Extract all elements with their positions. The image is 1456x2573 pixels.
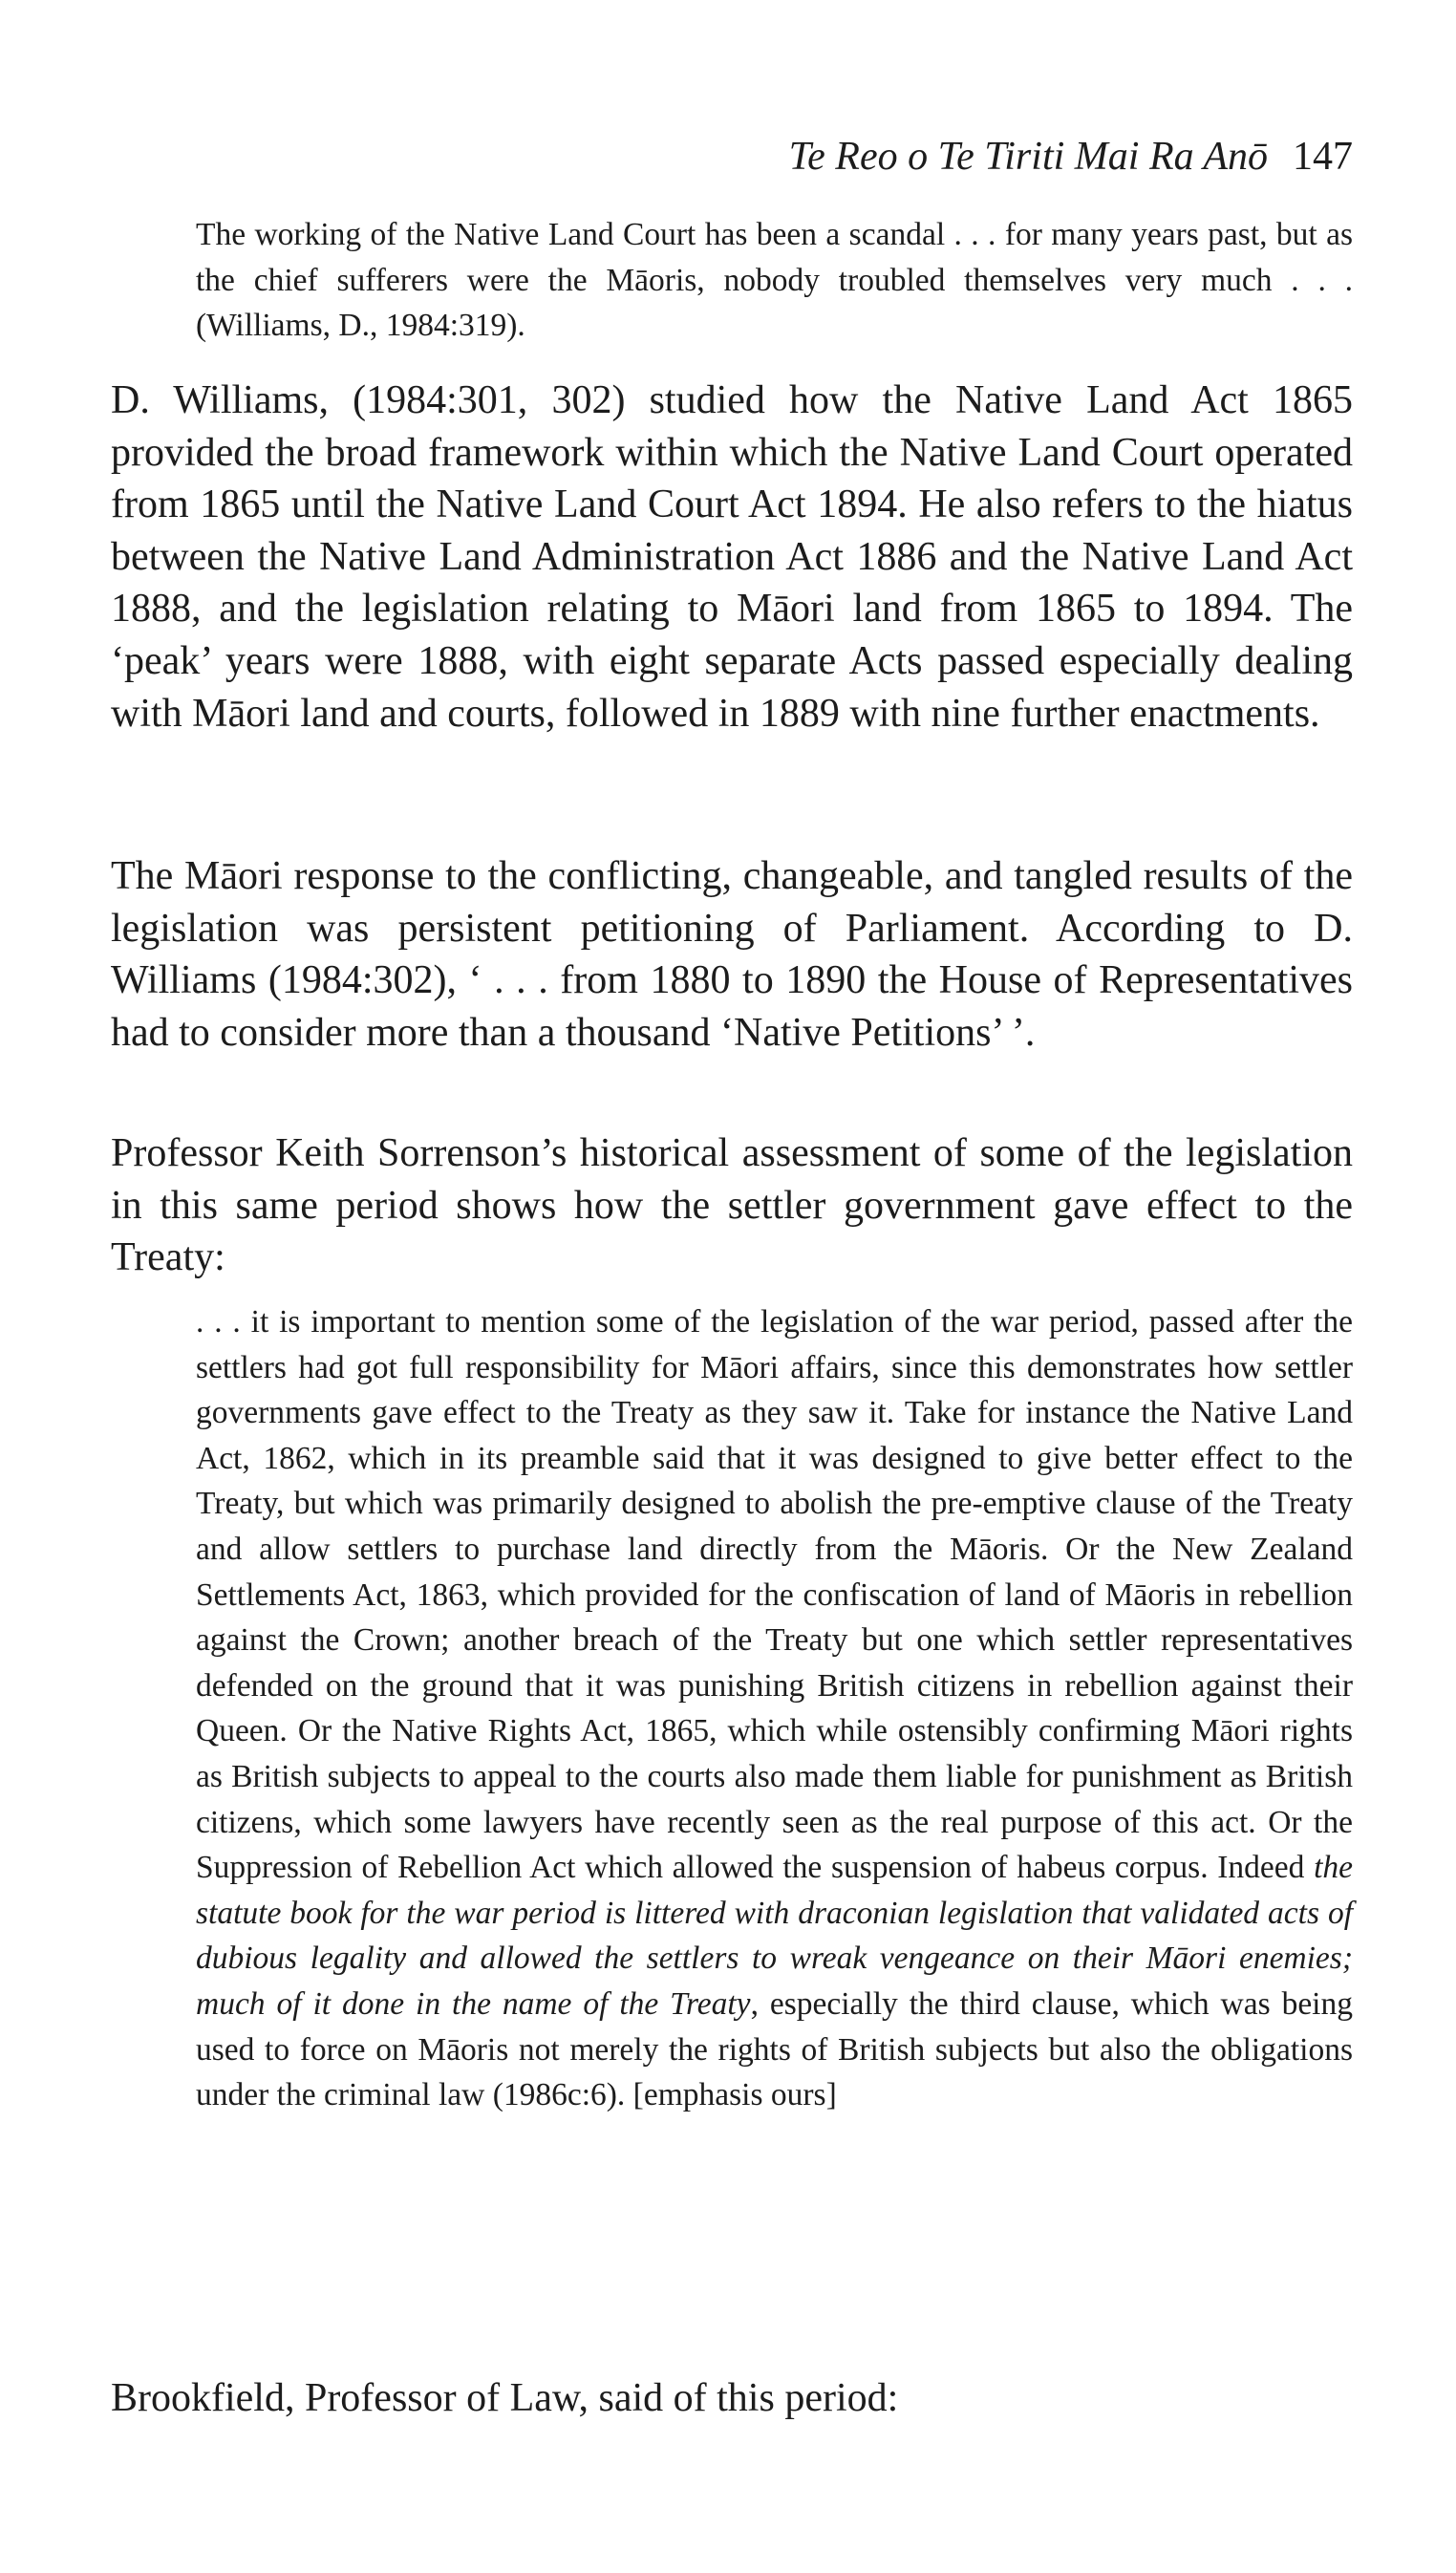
quote-emphasis: the statute book for the war period is littered with draconian legislation that validated acts of dubious legality and allowed the settlers to wreak vengeance on their Māori enemies; much of it done in the name of the Treaty — [196, 1850, 1353, 2022]
quote-text-before-emphasis: . . . it is important to mention some of the legislation of the war period, passed after the settlers had got full responsibility for Māori affairs, since this demonstrates how settler governments gave effect to the Treaty as they saw it. Take for instance the Native Land Act, 1862, which in its preamble said that it was designed to give better effect to the Treaty, but which was primarily designed to abolish the pre-emptive clause of the Treaty and allow settlers to purchase land directly from the Māoris. Or the New Zealand Settlements Act, 1863, which provided for the confiscation of land of Māoris in rebellion against the Crown; another breach of the Treaty but one which settler representatives defended on the ground that it was punishing British citizens in rebellion against their Queen. Or the Native Rights Act, 1865, which while ostensibly confirming Māori rights as British subjects to appeal to the courts also made them liable for punishment as British citizens, which some lawyers have recently seen as the real purpose of this act. Or the Suppression of Rebellion Act which allowed the suspension of habeus corpus. Indeed — [196, 1304, 1353, 1886]
paragraph-brookfield: Brookfield, Professor of Law, said of this period: — [111, 2376, 899, 2420]
block-quote-williams: The working of the Native Land Court has been a scandal . . . for many years past, but as the chief sufferers were the Māoris, nobody troubled themselves very much . . . (Williams, D., 1984:319). — [196, 217, 1353, 344]
block-quote-sorrenson — [196, 1299, 1353, 2118]
paragraph-sorrenson-intro: Professor Keith Sorrenson’s historical assessment of some of the legislation in this same period shows how the settler government gave effect to the Treaty: — [111, 1131, 1353, 1280]
quote-text-after-emphasis: , especially the third clause, which was being used to force on Māoris not merely the rights of British subjects but also the obligations under the criminal law (1986c:6). [emphasis ours] — [196, 1985, 1353, 2113]
running-head — [789, 132, 1353, 182]
page-number: 147 — [1293, 135, 1353, 179]
paragraph-maori-response: The Māori response to the conflicting, changeable, and tangled results of the legislation was persistent petitioning of Parliament. According to D. Williams (1984:302), ‘ . . . from 1880 to 1890 the House of Representatives had to consider more than a thousand ‘Native Petitions’ ’. — [111, 854, 1353, 1055]
paragraph-williams-study: D. Williams, (1984:301, 302) studied how the Native Land Act 1865 provided the broad framework within which the Native Land Court operated from 1865 until the Native Land Court Act 1894. He also refers to the hiatus between the Native Land Administration Act 1886 and the Native Land Act 1888, and the legislation relating to Māori land from 1865 to 1894. The ‘peak’ years were 1888, with eight separate Acts passed especially dealing with Māori land and courts, followed in 1889 with nine further enactments. — [111, 378, 1353, 736]
running-head-title: Te Reo o Te Tiriti Mai Ra Anō — [788, 135, 1268, 179]
